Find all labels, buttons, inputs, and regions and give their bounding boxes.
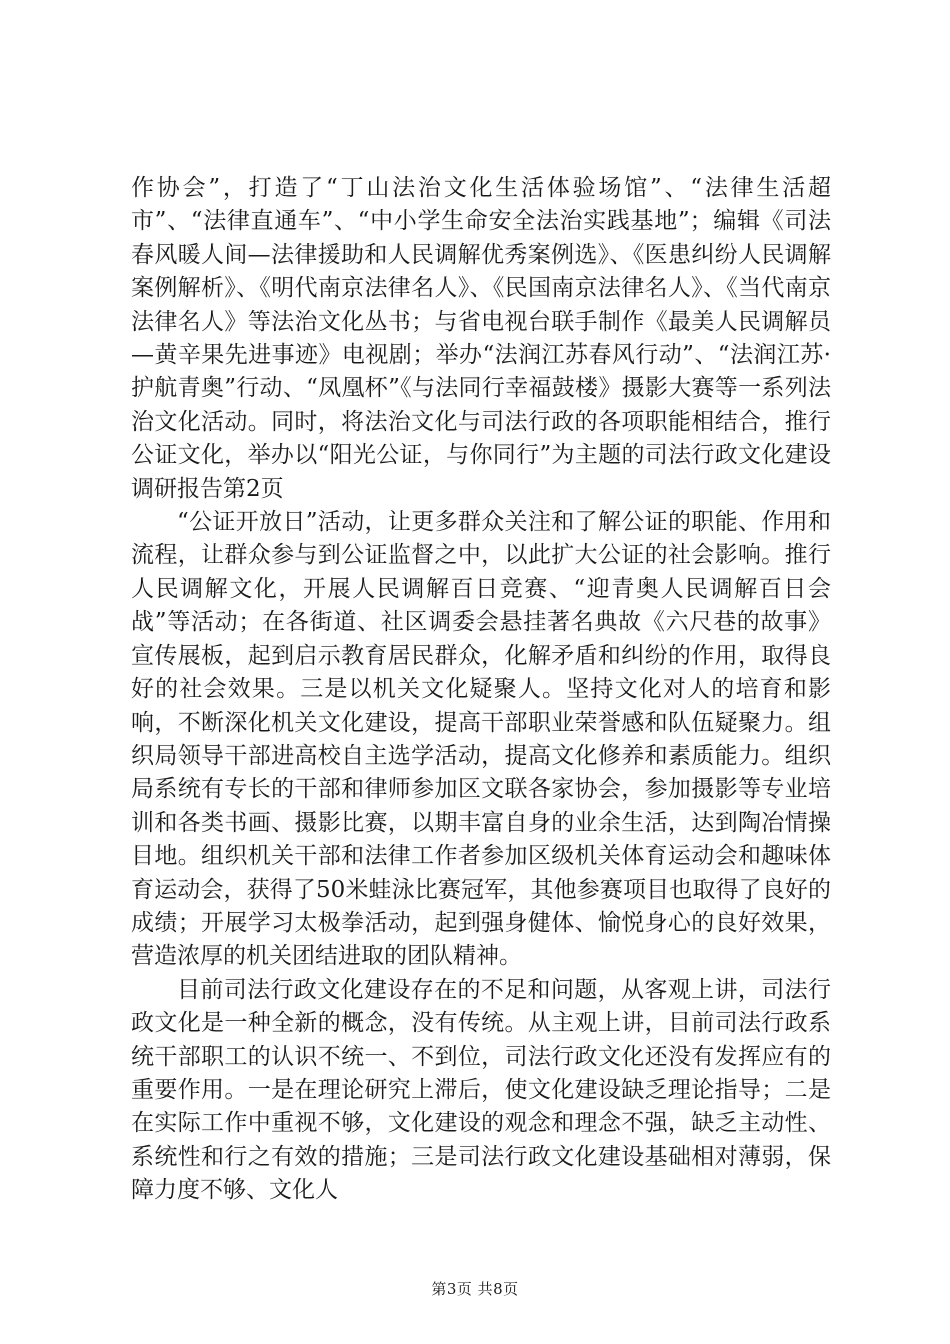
paragraph-notary-open-day: “公证开放日”活动，让更多群众关注和了解公证的职能、作用和流程，让群众参与到公证监督之中，以此扩大公证的社会影响。推行人民调解文化，开展人民调解百日竞赛、“迎青奥人民调解百日会战”等活动；在各街道、社区调委会悬挂著名典故《六尺巷的故事》宣传展板，起到启示教育居民群众，化解矛盾和纠纷的作用，取得良好的社会效果。三是以机关文化疑聚人。坚持文化对人的培育和影响，不断深化机关文化建设，提高干部职业荣誉感和队伍疑聚力。组织局领导干部进高校自主选学活动，提高文化修养和素质能力。组织局系统有专长的干部和律师参加区文联各家协会，参加摄影等专业培训和各类书画、摄影比赛，以期丰富自身的业余生活，达到陶冶情操目地。组织机关干部和法律工作者参加区级机关体育运动会和趣味体育运动会，获得了50米蛙泳比赛冠军，其他参赛项目也取得了良好的成绩；开展学习太极拳活动，起到强身健体、愉悦身心的良好效果，营造浓厚的机关团结进取的团队精神。 bbox=[131, 509, 831, 970]
paragraph-shortcomings: 目前司法行政文化建设存在的不足和问题，从客观上讲，司法行政文化是一种全新的概念，没有传统。从主观上讲，目前司法行政系统干部职工的认识不统一、不到位，司法行政文化还没有发挥应有的重要作用。一是在理论研究上滞后，使文化建设缺乏理论指导；二是在实际工作中重视不够，文化建设的观念和理念不强，缺乏主动性、系统性和行之有效的措施；三是司法行政文化建设基础相对薄弱，保障力度不够、文化人 bbox=[131, 976, 831, 1204]
paragraph-continuation: 作协会”，打造了“丁山法治文化生活体验场馆”、“法律生活超市”、“法律直通车”、“中小学生命安全法治实践基地”；编辑《司法春风暖人间—法律援助和人民调解优秀案例选》、《医患纠纷人民调解案例解析》、《明代南京法律名人》、《民国南京法律名人》、《当代南京法律名人》等法治文化丛书；与省电视台联手制作《最美人民调解员—黄辛果先进事迹》电视剧；举办“法润江苏春风行动”、“法润江苏·护航青奥”行动、“凤凰杯”《与法同行幸福鼓楼》摄影大赛等一系列法治文化活动。同时，将法治文化与司法行政的各项职能相结合，推行公证文化，举办以“阳光公证，与你同行”为主题的司法行政文化建设调研报告第2页 bbox=[131, 175, 831, 502]
page-footer: 第3页 共8页 bbox=[431, 1280, 519, 1298]
document-body bbox=[131, 172, 831, 1208]
